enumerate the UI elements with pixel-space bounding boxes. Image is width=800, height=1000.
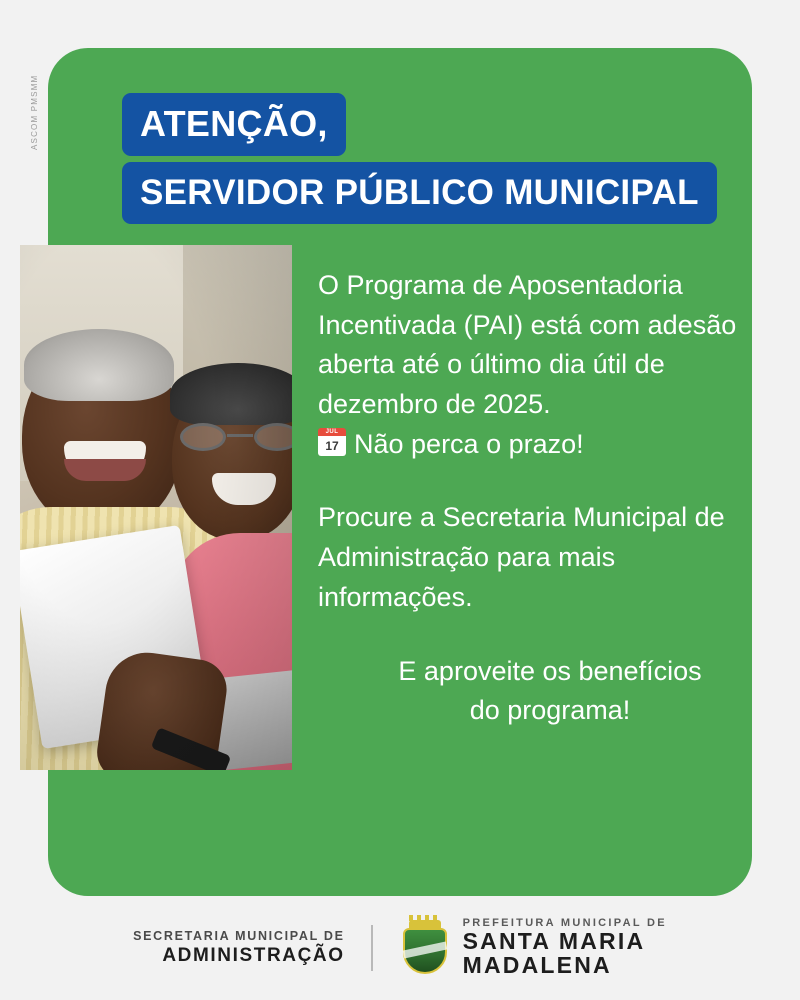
paragraph-benefits xyxy=(318,652,768,731)
body-text-column xyxy=(318,266,768,731)
headline-line-1: ATENÇÃO, xyxy=(122,93,346,156)
paragraph-program-info: O Programa de Aposentadoria Incentivada (PAI) está com adesão aberta até o último dia útil de dezembro de 2025. xyxy=(318,270,737,420)
secretaria-line-1: SECRETARIA MUNICIPAL DE xyxy=(133,928,345,943)
photo-vignette xyxy=(20,245,292,770)
prefeitura-line-3: MADALENA xyxy=(462,952,612,979)
benefits-line-2: do programa! xyxy=(469,695,631,726)
couple-photo xyxy=(20,245,292,770)
calendar-icon-month: JUL xyxy=(325,428,339,435)
calendar-icon-day: 17 xyxy=(318,436,346,456)
footer-bar xyxy=(0,917,800,978)
secretaria-logo-text xyxy=(133,929,345,967)
prefeitura-line-1: PREFEITURA MUNICIPAL DE xyxy=(462,917,667,930)
prefeitura-logo xyxy=(399,917,667,978)
benefits-line-1: E aproveite os benefícios xyxy=(398,655,702,686)
headline-block xyxy=(122,93,762,224)
deadline-text: Não perca o prazo! xyxy=(354,428,584,459)
paragraph-where-to-go: Procure a Secretaria Municipal de Administração para mais informações. xyxy=(318,502,725,612)
deadline-row xyxy=(318,425,768,465)
footer-divider xyxy=(371,925,373,971)
side-credit-text: ASCOM PMSMM xyxy=(30,74,39,150)
calendar-icon xyxy=(318,428,346,456)
prefeitura-logo-text xyxy=(463,917,667,978)
headline-line-2: SERVIDOR PÚBLICO MUNICIPAL xyxy=(122,162,717,224)
coat-of-arms-icon xyxy=(399,920,451,976)
secretaria-line-2: ADMINISTRAÇÃO xyxy=(162,944,345,966)
prefeitura-line-2: SANTA MARIA xyxy=(462,928,646,955)
